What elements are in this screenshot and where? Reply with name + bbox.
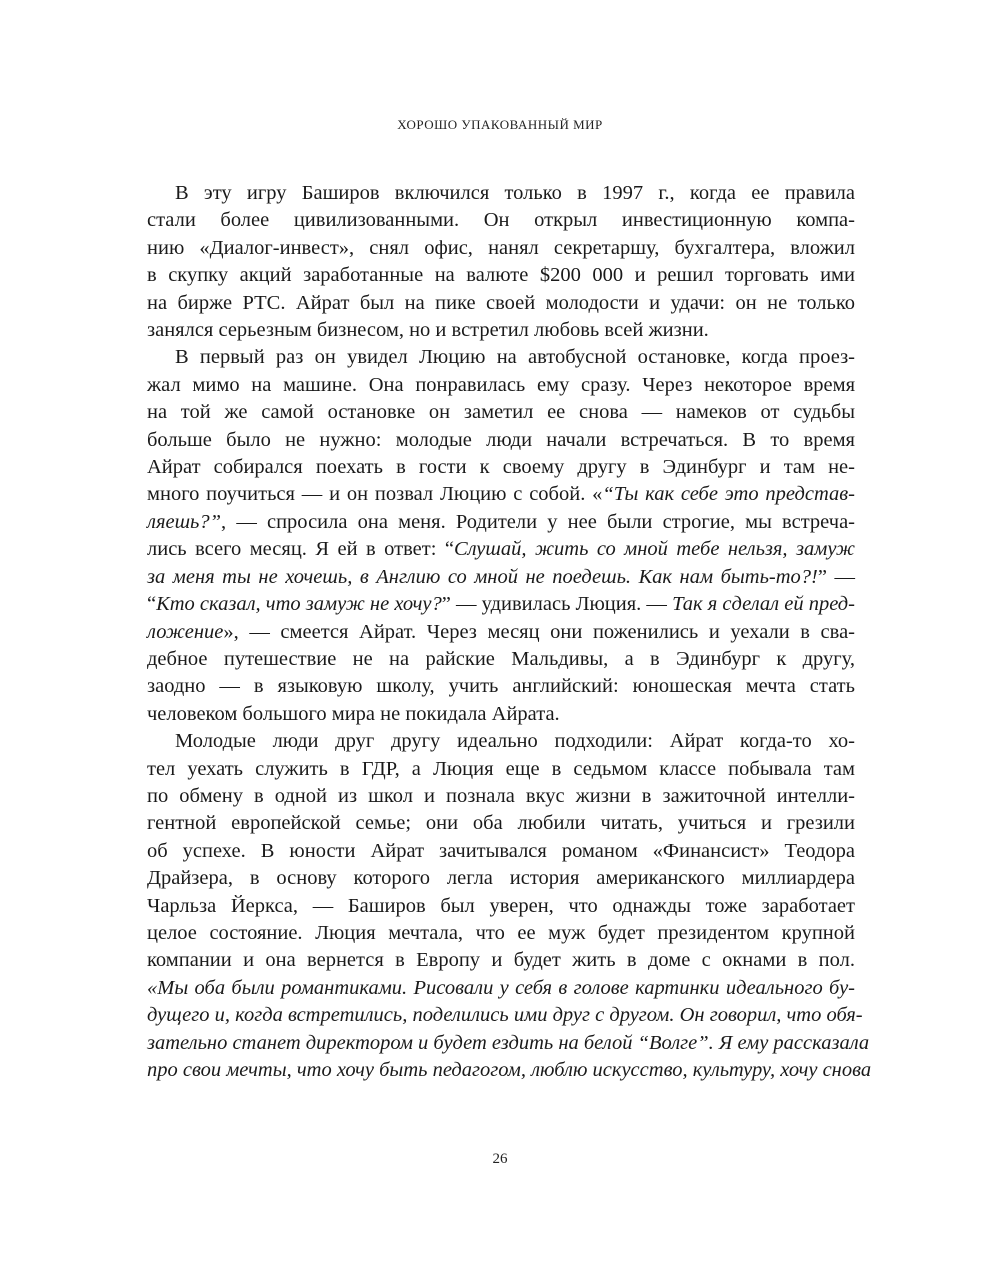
text-line: В эту игру Баширов включился только в 1997 г., когда ее правила bbox=[175, 182, 855, 204]
text-line bbox=[147, 619, 855, 646]
text-run: много поучиться — и он позвал Люцию с собой. « bbox=[147, 483, 603, 506]
text-line: компании и она вернется в Европу и будет жить в доме с окнами в пол. bbox=[147, 949, 855, 972]
quote-line: зательно станет директором и будет ездить на белой “Волге”. Я ему рассказала bbox=[147, 1031, 870, 1054]
text-line: В первый раз он увидел Люцию на автобусной остановке, когда проез- bbox=[175, 346, 855, 369]
quote-line: «Мы оба были романтиками. Рисовали у себя в голове картинки идеального бу- bbox=[147, 976, 855, 999]
text-run: , — спросила она меня. Родители у нее были строгие, мы встреча- bbox=[221, 510, 855, 533]
text-run: “ bbox=[147, 593, 157, 616]
quote-run: Так я сделал ей пред- bbox=[672, 593, 855, 616]
text-line bbox=[147, 481, 855, 508]
text-line bbox=[147, 591, 855, 618]
text-line: жал мимо на машине. Она понравилась ему сразу. Через некоторое время bbox=[147, 373, 855, 396]
quote-run: ляешь?” bbox=[147, 510, 222, 533]
text-line bbox=[147, 564, 855, 591]
paragraph-2 bbox=[147, 344, 855, 728]
paragraph-1 bbox=[147, 180, 855, 344]
quote-run: “Ты как себе это представ- bbox=[602, 483, 855, 506]
text-line: Драйзера, в основу которого легла история американского миллиардера bbox=[147, 867, 855, 890]
text-run: ” — bbox=[817, 565, 856, 588]
text-line: по обмену в одной из школ и познала вкус жизни в зажиточной интелли- bbox=[147, 784, 855, 807]
quote-line: дущего и, когда встретились, поделились ими друг с другом. Он говорил, что обя- bbox=[147, 1004, 863, 1027]
quote-run: за меня ты не хочешь, в Англию со мной не поедешь. Как нам быть-то?! bbox=[147, 565, 818, 588]
running-head: ХОРОШО УПАКОВАННЫЙ МИР bbox=[397, 117, 603, 132]
text-line: на бирже РТС. Айрат был на пике своей молодости и удачи: он не только bbox=[147, 291, 855, 314]
text-run: », — смеется Айрат. Через месяц они поженились и уехали в сва- bbox=[223, 620, 855, 643]
text-line: гентной европейской семье; они оба любили читать, учиться и грезили bbox=[147, 812, 855, 835]
page-number: 26 bbox=[492, 1151, 508, 1167]
quote-run: Кто сказал, что замуж не хочу? bbox=[156, 593, 442, 616]
paragraph-3 bbox=[147, 728, 872, 1084]
body-text bbox=[147, 180, 872, 1084]
quote-run: Слушай, жить со мной тебе нельзя, замуж bbox=[453, 538, 855, 561]
text-line: больше было не нужно: молодые люди начали встречаться. В то время bbox=[147, 428, 855, 451]
quote-run: ложение bbox=[147, 620, 224, 643]
text-line: целое состояние. Люция мечтала, что ее муж будет президентом крупной bbox=[147, 921, 855, 944]
text-line: человеком большого мира не покидала Айрата. bbox=[147, 702, 560, 725]
text-line: в скупку акций заработанные на валюте $200 000 и решил торговать ими bbox=[147, 264, 855, 287]
text-line: тел уехать служить в ГДР, а Люция еще в седьмом классе побывала там bbox=[147, 757, 855, 780]
text-line: Молодые люди друг другу идеально подходили: Айрат когда-то хо- bbox=[175, 730, 855, 753]
text-run: ” — удивилась Люция. — bbox=[441, 593, 673, 616]
text-line bbox=[147, 536, 855, 563]
quote-line: про свои мечты, что хочу быть педагогом, люблю искусство, культуру, хочу снова bbox=[147, 1059, 872, 1081]
text-line: заодно — в языковую школу, учить английский: юношеская мечта стать bbox=[147, 675, 855, 698]
text-line: об успехе. В юности Айрат зачитывался романом «Финансист» Теодора bbox=[147, 839, 855, 862]
text-line: дебное путешествие не на райские Мальдивы, а в Эдинбург к другу, bbox=[147, 647, 855, 670]
text-line: Айрат собирался поехать в гости к своему другу в Эдинбург и там не- bbox=[147, 456, 855, 479]
text-line: нию «Диалог-инвест», снял офис, нанял секретаршу, бухгалтера, вложил bbox=[147, 236, 855, 259]
text-line: стали более цивилизованными. Он открыл инвестиционную компа- bbox=[147, 209, 855, 232]
text-line: на той же самой остановке он заметил ее снова — намеков от судьбы bbox=[147, 401, 855, 424]
text-run: лись всего месяц. Я ей в ответ: “ bbox=[147, 538, 454, 561]
text-line bbox=[147, 509, 855, 536]
text-line: занялся серьезным бизнесом, но и встретил любовь всей жизни. bbox=[147, 319, 709, 342]
text-line: Чарльза Йеркса, — Баширов был уверен, что однажды тоже заработает bbox=[147, 894, 855, 917]
